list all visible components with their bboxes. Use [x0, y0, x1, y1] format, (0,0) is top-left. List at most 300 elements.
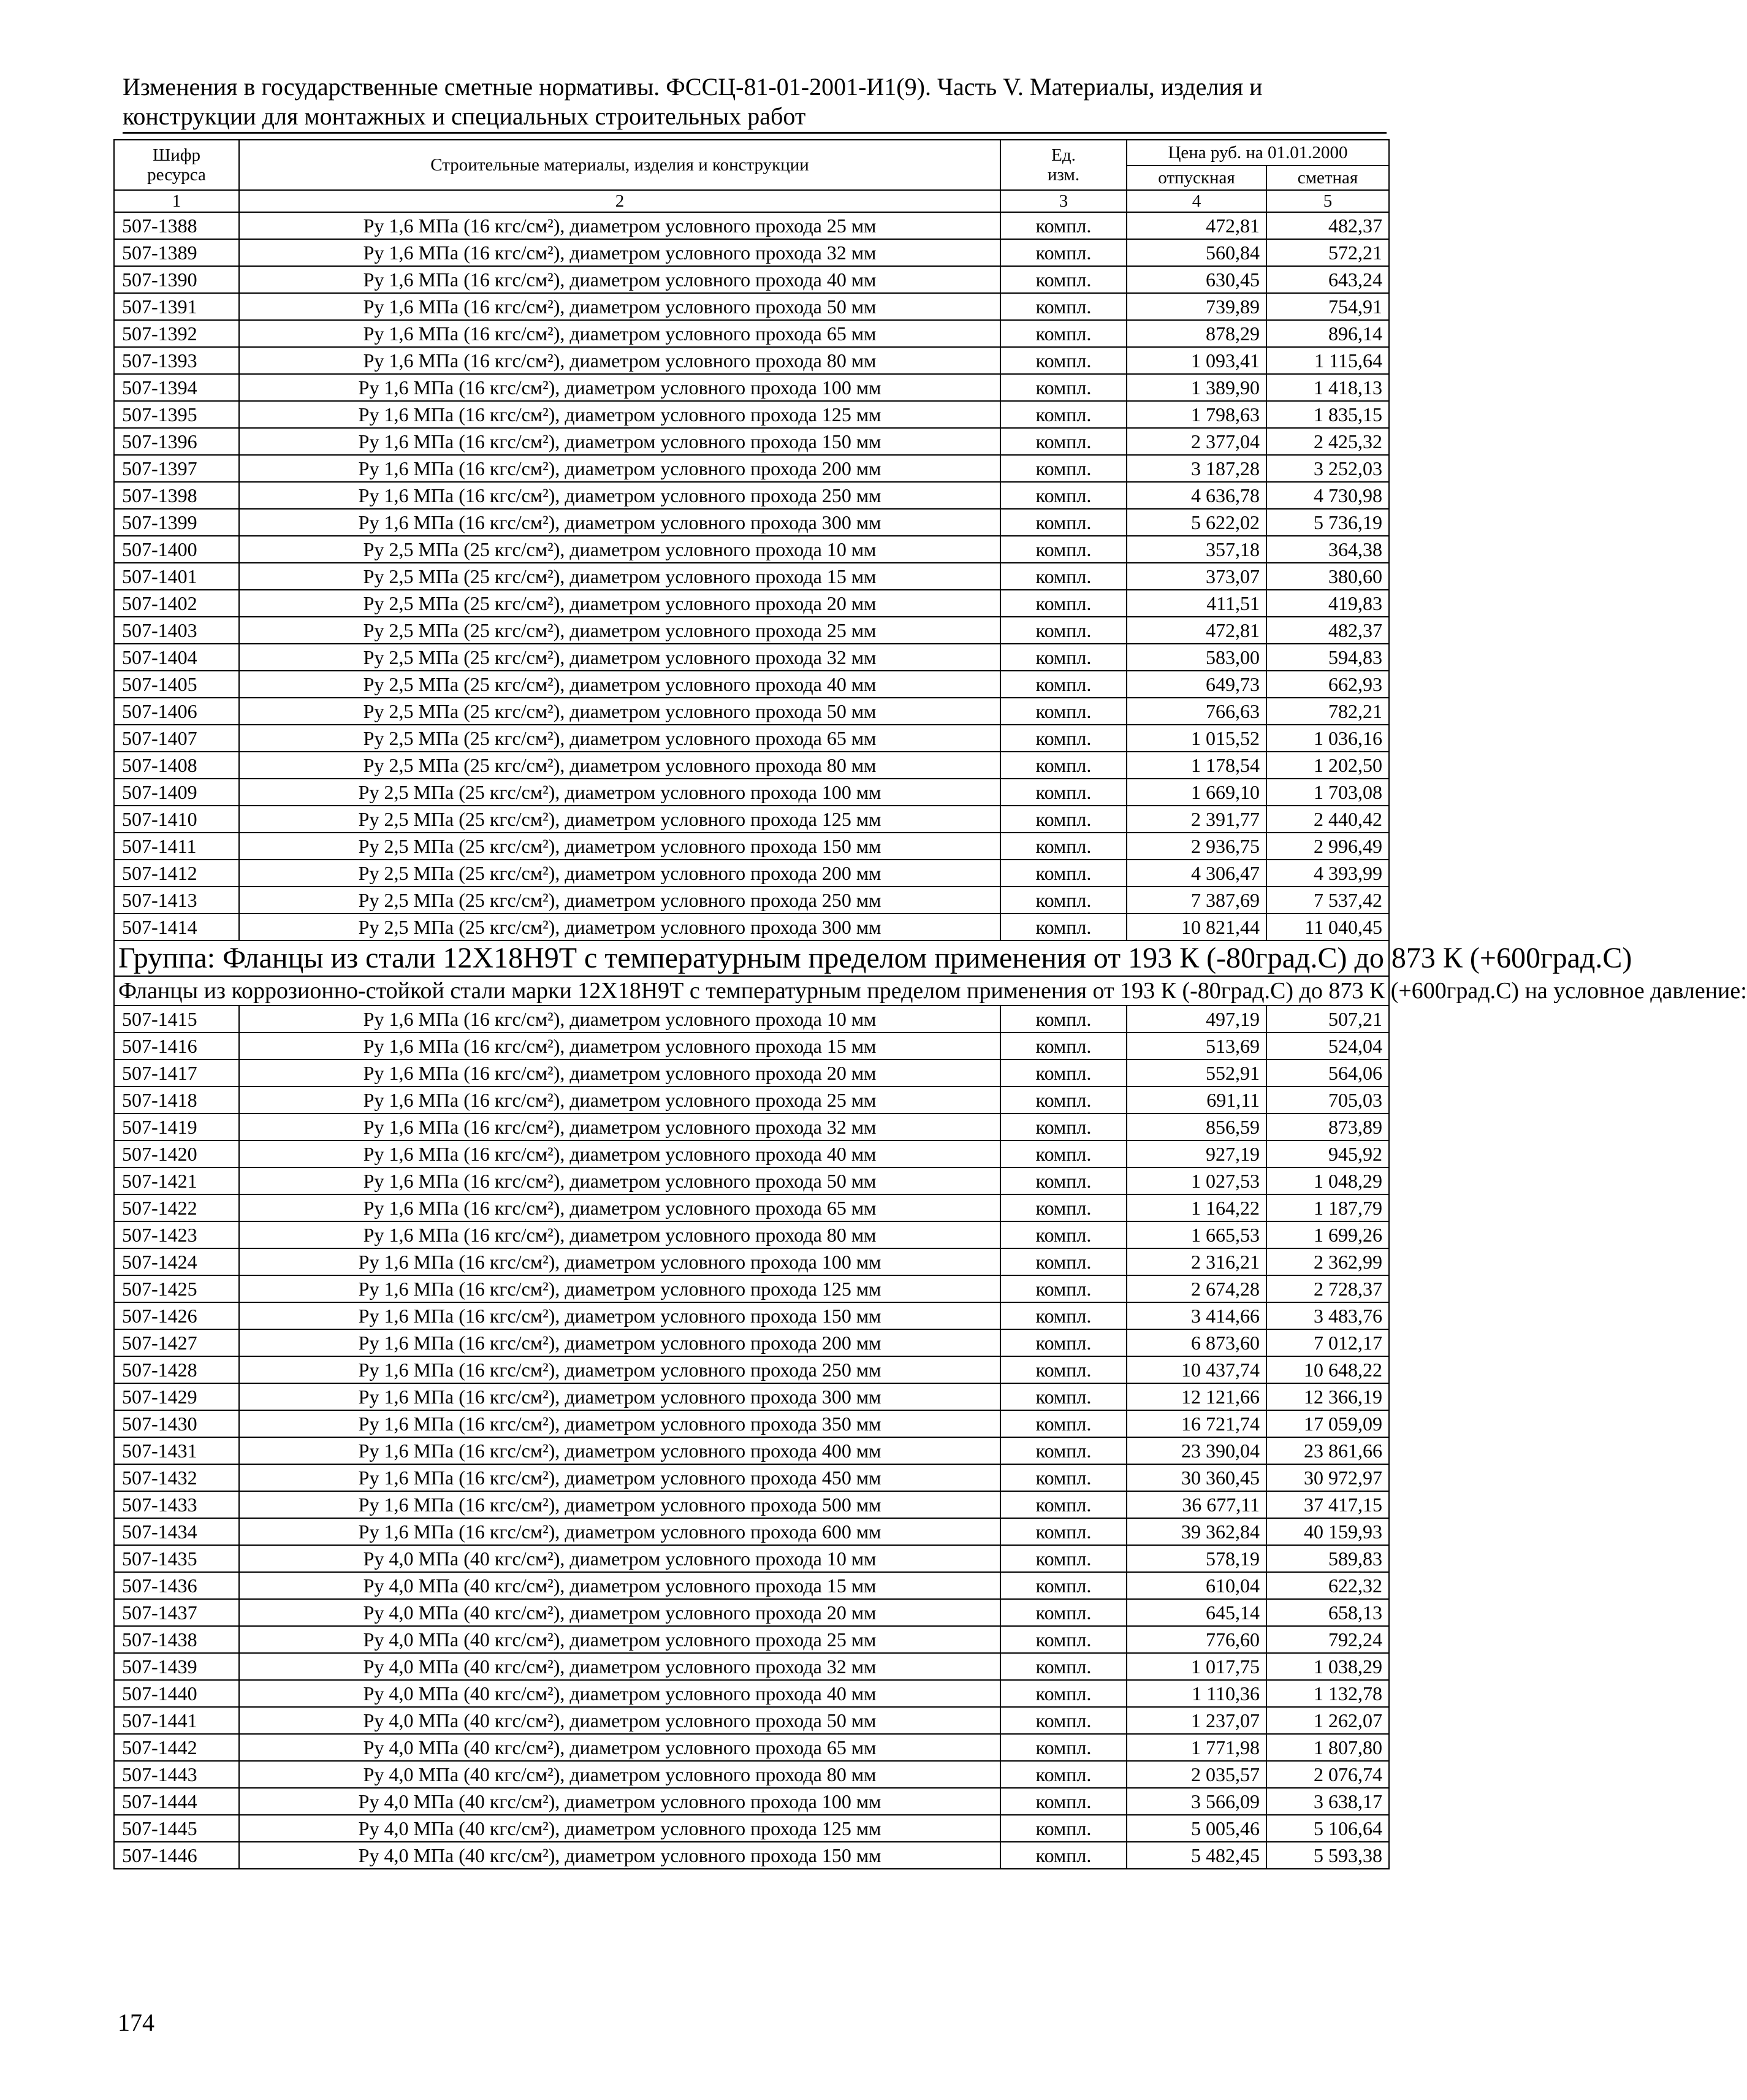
- row-description: Ру 1,6 МПа (16 кгс/см²), диаметром условного прохода 80 мм: [239, 1221, 1000, 1248]
- row-estimate-price: 10 648,22: [1266, 1356, 1389, 1383]
- row-estimate-price: 482,37: [1266, 212, 1389, 239]
- row-release-price: 36 677,11: [1127, 1491, 1266, 1518]
- row-estimate-price: 1 048,29: [1266, 1167, 1389, 1194]
- page-number: 174: [118, 2009, 154, 2036]
- row-estimate-price: 792,24: [1266, 1626, 1389, 1653]
- column-header-code: [114, 140, 239, 190]
- table-row: [114, 1329, 1389, 1356]
- row-code: 507-1444: [114, 1788, 239, 1815]
- row-release-price: 5 622,02: [1127, 509, 1266, 536]
- column-header-description: Строительные материалы, изделия и конструкции: [239, 140, 1000, 190]
- row-unit: компл.: [1000, 1060, 1127, 1086]
- row-unit: компл.: [1000, 293, 1127, 320]
- row-description: Ру 1,6 МПа (16 кгс/см²), диаметром условного прохода 300 мм: [239, 509, 1000, 536]
- row-release-price: 739,89: [1127, 293, 1266, 320]
- row-release-price: 552,91: [1127, 1060, 1266, 1086]
- row-code: 507-1431: [114, 1437, 239, 1464]
- table-row: [114, 1410, 1389, 1437]
- row-release-price: 10 437,74: [1127, 1356, 1266, 1383]
- row-estimate-price: 754,91: [1266, 293, 1389, 320]
- row-estimate-price: 2 728,37: [1266, 1275, 1389, 1302]
- row-release-price: 1 771,98: [1127, 1734, 1266, 1761]
- column-header-unit: [1000, 140, 1127, 190]
- table-row: [114, 698, 1389, 725]
- row-code: 507-1390: [114, 266, 239, 293]
- table-row: [114, 1545, 1389, 1572]
- row-code: 507-1443: [114, 1761, 239, 1788]
- materials-price-table: [113, 139, 1747, 1869]
- table-row: [114, 1437, 1389, 1464]
- table-row: [114, 1815, 1389, 1842]
- row-code: 507-1412: [114, 860, 239, 887]
- row-estimate-price: 1 038,29: [1266, 1653, 1389, 1680]
- row-unit: компл.: [1000, 779, 1127, 806]
- row-release-price: 3 566,09: [1127, 1788, 1266, 1815]
- table-row: [114, 266, 1389, 293]
- row-description: Ру 2,5 МПа (25 кгс/см²), диаметром условного прохода 100 мм: [239, 779, 1000, 806]
- table-row: [114, 1113, 1389, 1140]
- row-description: Ру 2,5 МПа (25 кгс/см²), диаметром условного прохода 15 мм: [239, 563, 1000, 590]
- row-unit: компл.: [1000, 833, 1127, 860]
- row-estimate-price: 11 040,45: [1266, 914, 1389, 941]
- row-description: Ру 2,5 МПа (25 кгс/см²), диаметром условного прохода 32 мм: [239, 644, 1000, 671]
- row-unit: компл.: [1000, 347, 1127, 374]
- row-estimate-price: 5 736,19: [1266, 509, 1389, 536]
- row-code: 507-1394: [114, 374, 239, 401]
- table-row: [114, 752, 1389, 779]
- row-description: Ру 1,6 МПа (16 кгс/см²), диаметром условного прохода 40 мм: [239, 1140, 1000, 1167]
- table-row: [114, 1194, 1389, 1221]
- row-code: 507-1419: [114, 1113, 239, 1140]
- row-release-price: 1 237,07: [1127, 1707, 1266, 1734]
- group-title: Группа: Фланцы из стали 12Х18Н9Т с температурным пределом применения от 193 К (-80град.С) до 873 К (+600град.С): [114, 941, 1389, 976]
- row-code: 507-1396: [114, 428, 239, 455]
- row-code: 507-1388: [114, 212, 239, 239]
- row-release-price: 5 482,45: [1127, 1842, 1266, 1869]
- row-unit: компл.: [1000, 590, 1127, 617]
- row-unit: компл.: [1000, 509, 1127, 536]
- row-description: Ру 1,6 МПа (16 кгс/см²), диаметром условного прохода 32 мм: [239, 239, 1000, 266]
- row-unit: компл.: [1000, 1842, 1127, 1869]
- row-release-price: 7 387,69: [1127, 887, 1266, 914]
- row-code: 507-1430: [114, 1410, 239, 1437]
- row-estimate-price: 643,24: [1266, 266, 1389, 293]
- row-release-price: 1 798,63: [1127, 401, 1266, 428]
- row-estimate-price: 1 699,26: [1266, 1221, 1389, 1248]
- column-number: 4: [1127, 190, 1266, 212]
- row-release-price: 645,14: [1127, 1599, 1266, 1626]
- row-release-price: 2 936,75: [1127, 833, 1266, 860]
- row-code: 507-1428: [114, 1356, 239, 1383]
- row-code: 507-1418: [114, 1086, 239, 1113]
- row-release-price: 2 391,77: [1127, 806, 1266, 833]
- row-description: Ру 1,6 МПа (16 кгс/см²), диаметром условного прохода 15 мм: [239, 1033, 1000, 1060]
- row-description: Ру 1,6 МПа (16 кгс/см²), диаметром условного прохода 25 мм: [239, 212, 1000, 239]
- row-code: 507-1432: [114, 1464, 239, 1491]
- row-estimate-price: 524,04: [1266, 1033, 1389, 1060]
- table-row: [114, 1734, 1389, 1761]
- row-code: 507-1399: [114, 509, 239, 536]
- row-unit: компл.: [1000, 1707, 1127, 1734]
- row-release-price: 1 178,54: [1127, 752, 1266, 779]
- row-estimate-price: 564,06: [1266, 1060, 1389, 1086]
- row-unit: компл.: [1000, 1680, 1127, 1707]
- row-code: 507-1423: [114, 1221, 239, 1248]
- row-unit: компл.: [1000, 455, 1127, 482]
- table-body-section-2: [114, 1006, 1389, 1869]
- row-unit: компл.: [1000, 1086, 1127, 1113]
- column-number: 5: [1266, 190, 1389, 212]
- row-estimate-price: 589,83: [1266, 1545, 1389, 1572]
- row-code: 507-1439: [114, 1653, 239, 1680]
- row-description: Ру 1,6 МПа (16 кгс/см²), диаметром условного прохода 450 мм: [239, 1464, 1000, 1491]
- row-code: 507-1407: [114, 725, 239, 752]
- row-description: Ру 4,0 МПа (40 кгс/см²), диаметром условного прохода 80 мм: [239, 1761, 1000, 1788]
- row-unit: компл.: [1000, 725, 1127, 752]
- row-release-price: 2 377,04: [1127, 428, 1266, 455]
- row-unit: компл.: [1000, 320, 1127, 347]
- row-code: 507-1402: [114, 590, 239, 617]
- row-estimate-price: 7 012,17: [1266, 1329, 1389, 1356]
- row-release-price: 649,73: [1127, 671, 1266, 698]
- row-release-price: 578,19: [1127, 1545, 1266, 1572]
- row-code: 507-1398: [114, 482, 239, 509]
- row-estimate-price: 364,38: [1266, 536, 1389, 563]
- row-unit: компл.: [1000, 1437, 1127, 1464]
- row-code: 507-1427: [114, 1329, 239, 1356]
- row-unit: компл.: [1000, 1734, 1127, 1761]
- row-code: 507-1426: [114, 1302, 239, 1329]
- row-estimate-price: 3 252,03: [1266, 455, 1389, 482]
- row-code: 507-1393: [114, 347, 239, 374]
- row-estimate-price: 1 807,80: [1266, 1734, 1389, 1761]
- row-code: 507-1405: [114, 671, 239, 698]
- row-unit: компл.: [1000, 644, 1127, 671]
- row-code: 507-1424: [114, 1248, 239, 1275]
- row-estimate-price: 17 059,09: [1266, 1410, 1389, 1437]
- row-unit: компл.: [1000, 1464, 1127, 1491]
- row-estimate-price: 419,83: [1266, 590, 1389, 617]
- row-description: Ру 1,6 МПа (16 кгс/см²), диаметром условного прохода 250 мм: [239, 1356, 1000, 1383]
- table-row: [114, 1572, 1389, 1599]
- table-row: [114, 374, 1389, 401]
- table-row: [114, 644, 1389, 671]
- row-code: 507-1410: [114, 806, 239, 833]
- table-row: [114, 860, 1389, 887]
- row-code: 507-1442: [114, 1734, 239, 1761]
- row-estimate-price: 594,83: [1266, 644, 1389, 671]
- row-release-price: 691,11: [1127, 1086, 1266, 1113]
- row-release-price: 2 674,28: [1127, 1275, 1266, 1302]
- row-code: 507-1421: [114, 1167, 239, 1194]
- row-release-price: 16 721,74: [1127, 1410, 1266, 1437]
- row-code: 507-1391: [114, 293, 239, 320]
- row-code: 507-1417: [114, 1060, 239, 1086]
- row-description: Ру 1,6 МПа (16 кгс/см²), диаметром условного прохода 80 мм: [239, 347, 1000, 374]
- row-release-price: 4 636,78: [1127, 482, 1266, 509]
- row-description: Ру 1,6 МПа (16 кгс/см²), диаметром условного прохода 600 мм: [239, 1518, 1000, 1545]
- row-estimate-price: 3 483,76: [1266, 1302, 1389, 1329]
- row-estimate-price: 658,13: [1266, 1599, 1389, 1626]
- row-unit: компл.: [1000, 1356, 1127, 1383]
- row-description: Ру 1,6 МПа (16 кгс/см²), диаметром условного прохода 100 мм: [239, 374, 1000, 401]
- row-estimate-price: 873,89: [1266, 1113, 1389, 1140]
- table-row: [114, 1761, 1389, 1788]
- row-code: 507-1416: [114, 1033, 239, 1060]
- row-description: Ру 2,5 МПа (25 кгс/см²), диаметром условного прохода 65 мм: [239, 725, 1000, 752]
- row-description: Ру 4,0 МПа (40 кгс/см²), диаметром условного прохода 15 мм: [239, 1572, 1000, 1599]
- row-description: Ру 1,6 МПа (16 кгс/см²), диаметром условного прохода 50 мм: [239, 293, 1000, 320]
- row-code: 507-1440: [114, 1680, 239, 1707]
- row-unit: компл.: [1000, 1006, 1127, 1033]
- row-unit: компл.: [1000, 1194, 1127, 1221]
- row-release-price: 766,63: [1127, 698, 1266, 725]
- row-estimate-price: 782,21: [1266, 698, 1389, 725]
- table-row: [114, 1302, 1389, 1329]
- table-row: [114, 833, 1389, 860]
- row-unit: компл.: [1000, 1248, 1127, 1275]
- row-unit: компл.: [1000, 1275, 1127, 1302]
- row-code: 507-1401: [114, 563, 239, 590]
- group-intro: Фланцы из коррозионно-стойкой стали марки 12Х18Н9Т с температурным пределом применения от 193 К (-80град.С) до 873 К (+600град.С) на условное давление:: [114, 976, 1389, 1006]
- table-row: [114, 1842, 1389, 1869]
- row-description: Ру 2,5 МПа (25 кгс/см²), диаметром условного прохода 300 мм: [239, 914, 1000, 941]
- row-description: Ру 1,6 МПа (16 кгс/см²), диаметром условного прохода 125 мм: [239, 1275, 1000, 1302]
- column-number: 1: [114, 190, 239, 212]
- row-release-price: 856,59: [1127, 1113, 1266, 1140]
- row-release-price: 3 414,66: [1127, 1302, 1266, 1329]
- row-unit: компл.: [1000, 239, 1127, 266]
- row-description: Ру 1,6 МПа (16 кгс/см²), диаметром условного прохода 25 мм: [239, 1086, 1000, 1113]
- row-release-price: 39 362,84: [1127, 1518, 1266, 1545]
- row-unit: компл.: [1000, 1302, 1127, 1329]
- row-description: Ру 1,6 МПа (16 кгс/см²), диаметром условного прохода 400 мм: [239, 1437, 1000, 1464]
- table-row: [114, 428, 1389, 455]
- row-description: Ру 1,6 МПа (16 кгс/см²), диаметром условного прохода 65 мм: [239, 320, 1000, 347]
- table-row: [114, 509, 1389, 536]
- row-unit: компл.: [1000, 1518, 1127, 1545]
- row-description: Ру 4,0 МПа (40 кгс/см²), диаметром условного прохода 10 мм: [239, 1545, 1000, 1572]
- row-code: 507-1435: [114, 1545, 239, 1572]
- row-estimate-price: 380,60: [1266, 563, 1389, 590]
- row-estimate-price: 37 417,15: [1266, 1491, 1389, 1518]
- row-release-price: 878,29: [1127, 320, 1266, 347]
- row-release-price: 373,07: [1127, 563, 1266, 590]
- row-unit: компл.: [1000, 482, 1127, 509]
- table-row: [114, 1599, 1389, 1626]
- table-row: [114, 536, 1389, 563]
- row-code: 507-1436: [114, 1572, 239, 1599]
- table-row: [114, 1707, 1389, 1734]
- row-code: 507-1392: [114, 320, 239, 347]
- row-estimate-price: 622,32: [1266, 1572, 1389, 1599]
- row-code: 507-1446: [114, 1842, 239, 1869]
- row-unit: компл.: [1000, 1761, 1127, 1788]
- row-unit: компл.: [1000, 698, 1127, 725]
- column-header-code-line1: Шифр: [152, 145, 201, 165]
- table-row: [114, 1140, 1389, 1167]
- table-row: [114, 914, 1389, 941]
- row-unit: компл.: [1000, 266, 1127, 293]
- row-release-price: 1 389,90: [1127, 374, 1266, 401]
- row-release-price: 30 360,45: [1127, 1464, 1266, 1491]
- row-unit: компл.: [1000, 806, 1127, 833]
- row-code: 507-1433: [114, 1491, 239, 1518]
- column-header-unit-line1: Ед.: [1051, 145, 1076, 165]
- row-estimate-price: 1 202,50: [1266, 752, 1389, 779]
- row-code: 507-1437: [114, 1599, 239, 1626]
- table-row: [114, 293, 1389, 320]
- column-number: 3: [1000, 190, 1127, 212]
- row-unit: компл.: [1000, 914, 1127, 941]
- row-unit: компл.: [1000, 1788, 1127, 1815]
- table-row: [114, 239, 1389, 266]
- table-row: [114, 1086, 1389, 1113]
- row-description: Ру 1,6 МПа (16 кгс/см²), диаметром условного прохода 50 мм: [239, 1167, 1000, 1194]
- row-description: Ру 2,5 МПа (25 кгс/см²), диаметром условного прохода 20 мм: [239, 590, 1000, 617]
- table-row: [114, 590, 1389, 617]
- row-description: Ру 4,0 МПа (40 кгс/см²), диаметром условного прохода 100 мм: [239, 1788, 1000, 1815]
- row-release-price: 411,51: [1127, 590, 1266, 617]
- row-description: Ру 1,6 МПа (16 кгс/см²), диаметром условного прохода 40 мм: [239, 266, 1000, 293]
- row-unit: компл.: [1000, 1033, 1127, 1060]
- row-code: 507-1415: [114, 1006, 239, 1033]
- row-estimate-price: 945,92: [1266, 1140, 1389, 1167]
- row-release-price: 23 390,04: [1127, 1437, 1266, 1464]
- row-release-price: 12 121,66: [1127, 1383, 1266, 1410]
- row-code: 507-1441: [114, 1707, 239, 1734]
- row-code: 507-1438: [114, 1626, 239, 1653]
- table-row: [114, 401, 1389, 428]
- row-description: Ру 1,6 МПа (16 кгс/см²), диаметром условного прохода 32 мм: [239, 1113, 1000, 1140]
- row-description: Ру 1,6 МПа (16 кгс/см²), диаметром условного прохода 250 мм: [239, 482, 1000, 509]
- table-row: [114, 1221, 1389, 1248]
- row-estimate-price: 12 366,19: [1266, 1383, 1389, 1410]
- table-row: [114, 455, 1389, 482]
- row-estimate-price: 1 115,64: [1266, 347, 1389, 374]
- row-estimate-price: 5 593,38: [1266, 1842, 1389, 1869]
- row-code: 507-1408: [114, 752, 239, 779]
- row-release-price: 927,19: [1127, 1140, 1266, 1167]
- row-release-price: 1 665,53: [1127, 1221, 1266, 1248]
- table-row: [114, 1006, 1389, 1033]
- row-release-price: 472,81: [1127, 617, 1266, 644]
- row-estimate-price: 1 262,07: [1266, 1707, 1389, 1734]
- row-description: Ру 4,0 МПа (40 кгс/см²), диаметром условного прохода 32 мм: [239, 1653, 1000, 1680]
- column-header-code-line2: ресурса: [147, 165, 206, 185]
- row-estimate-price: 1 036,16: [1266, 725, 1389, 752]
- row-description: Ру 2,5 МПа (25 кгс/см²), диаметром условного прохода 25 мм: [239, 617, 1000, 644]
- row-estimate-price: 2 425,32: [1266, 428, 1389, 455]
- row-release-price: 1 015,52: [1127, 725, 1266, 752]
- row-estimate-price: 705,03: [1266, 1086, 1389, 1113]
- table-row: [114, 1167, 1389, 1194]
- row-unit: компл.: [1000, 1329, 1127, 1356]
- table-row: [114, 1626, 1389, 1653]
- row-unit: компл.: [1000, 1572, 1127, 1599]
- row-code: 507-1413: [114, 887, 239, 914]
- row-unit: компл.: [1000, 1113, 1127, 1140]
- table-row: [114, 1248, 1389, 1275]
- row-release-price: 4 306,47: [1127, 860, 1266, 887]
- table-row: [114, 725, 1389, 752]
- row-unit: компл.: [1000, 536, 1127, 563]
- row-unit: компл.: [1000, 671, 1127, 698]
- row-unit: компл.: [1000, 401, 1127, 428]
- column-header-estimate-price: сметная: [1266, 166, 1389, 190]
- row-release-price: 560,84: [1127, 239, 1266, 266]
- row-estimate-price: 1 418,13: [1266, 374, 1389, 401]
- row-release-price: 1 017,75: [1127, 1653, 1266, 1680]
- row-estimate-price: 482,37: [1266, 617, 1389, 644]
- row-description: Ру 1,6 МПа (16 кгс/см²), диаметром условного прохода 100 мм: [239, 1248, 1000, 1275]
- table-row: [114, 1383, 1389, 1410]
- table-row: [114, 806, 1389, 833]
- row-release-price: 357,18: [1127, 536, 1266, 563]
- table-body-section-1: [114, 212, 1389, 941]
- row-description: Ру 1,6 МПа (16 кгс/см²), диаметром условного прохода 125 мм: [239, 401, 1000, 428]
- row-unit: компл.: [1000, 1545, 1127, 1572]
- row-unit: компл.: [1000, 212, 1127, 239]
- table-row: [114, 1653, 1389, 1680]
- row-code: 507-1406: [114, 698, 239, 725]
- row-unit: компл.: [1000, 563, 1127, 590]
- table-row: [114, 779, 1389, 806]
- row-estimate-price: 4 730,98: [1266, 482, 1389, 509]
- row-estimate-price: 1 703,08: [1266, 779, 1389, 806]
- row-description: Ру 4,0 МПа (40 кгс/см²), диаметром условного прохода 40 мм: [239, 1680, 1000, 1707]
- row-code: 507-1409: [114, 779, 239, 806]
- table-row: [114, 320, 1389, 347]
- row-release-price: 610,04: [1127, 1572, 1266, 1599]
- row-description: Ру 2,5 МПа (25 кгс/см²), диаметром условного прохода 125 мм: [239, 806, 1000, 833]
- row-release-price: 10 821,44: [1127, 914, 1266, 941]
- row-description: Ру 1,6 МПа (16 кгс/см²), диаметром условного прохода 200 мм: [239, 1329, 1000, 1356]
- row-unit: компл.: [1000, 1815, 1127, 1842]
- row-release-price: 497,19: [1127, 1006, 1266, 1033]
- row-code: 507-1403: [114, 617, 239, 644]
- row-unit: компл.: [1000, 374, 1127, 401]
- column-number: 2: [239, 190, 1000, 212]
- table-row: [114, 1680, 1389, 1707]
- row-estimate-price: 30 972,97: [1266, 1464, 1389, 1491]
- row-release-price: 3 187,28: [1127, 455, 1266, 482]
- row-code: 507-1389: [114, 239, 239, 266]
- row-description: Ру 1,6 МПа (16 кгс/см²), диаметром условного прохода 500 мм: [239, 1491, 1000, 1518]
- row-unit: компл.: [1000, 1626, 1127, 1653]
- row-code: 507-1425: [114, 1275, 239, 1302]
- row-release-price: 630,45: [1127, 266, 1266, 293]
- row-description: Ру 4,0 МПа (40 кгс/см²), диаметром условного прохода 20 мм: [239, 1599, 1000, 1626]
- table-row: [114, 671, 1389, 698]
- row-description: Ру 1,6 МПа (16 кгс/см²), диаметром условного прохода 300 мм: [239, 1383, 1000, 1410]
- row-description: Ру 4,0 МПа (40 кгс/см²), диаметром условного прохода 150 мм: [239, 1842, 1000, 1869]
- row-description: Ру 1,6 МПа (16 кгс/см²), диаметром условного прохода 20 мм: [239, 1060, 1000, 1086]
- row-release-price: 6 873,60: [1127, 1329, 1266, 1356]
- row-estimate-price: 2 362,99: [1266, 1248, 1389, 1275]
- row-description: Ру 4,0 МПа (40 кгс/см²), диаметром условного прохода 65 мм: [239, 1734, 1000, 1761]
- row-code: 507-1395: [114, 401, 239, 428]
- table-row: [114, 347, 1389, 374]
- row-unit: компл.: [1000, 1167, 1127, 1194]
- row-unit: компл.: [1000, 617, 1127, 644]
- row-release-price: 1 093,41: [1127, 347, 1266, 374]
- row-release-price: 1 669,10: [1127, 779, 1266, 806]
- row-estimate-price: 7 537,42: [1266, 887, 1389, 914]
- row-estimate-price: 572,21: [1266, 239, 1389, 266]
- row-release-price: 513,69: [1127, 1033, 1266, 1060]
- row-estimate-price: 4 393,99: [1266, 860, 1389, 887]
